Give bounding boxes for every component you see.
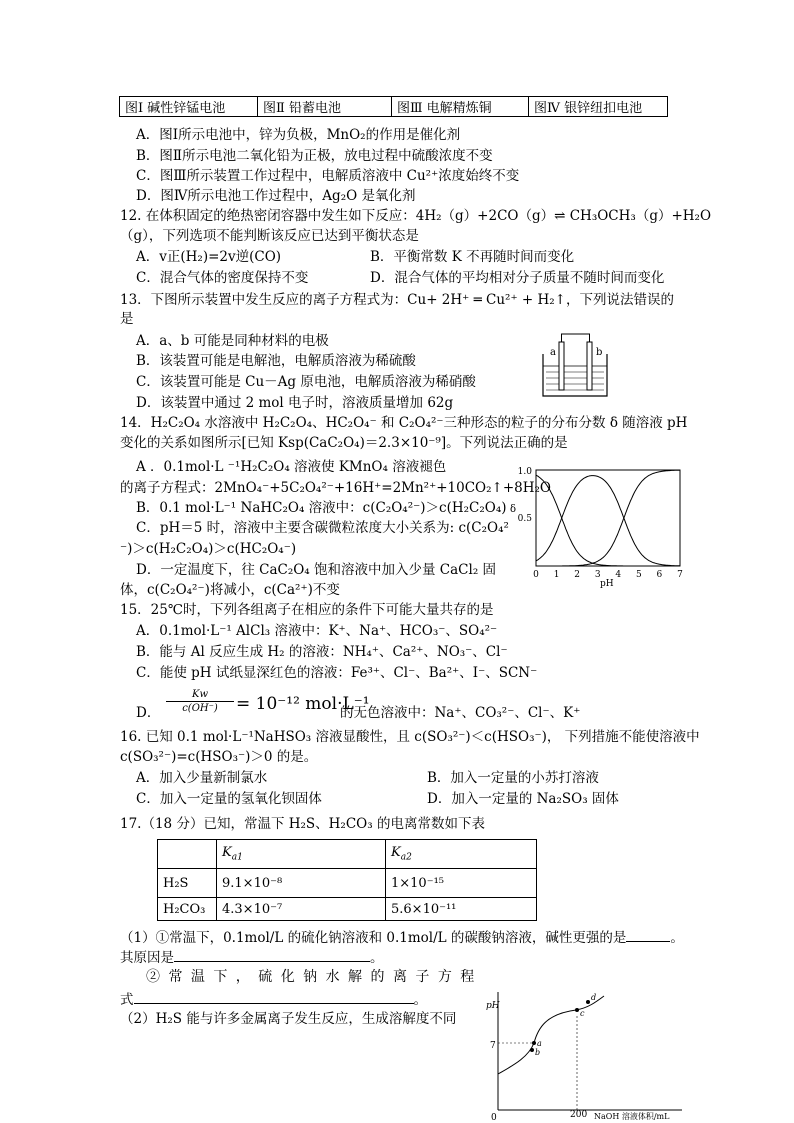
- q16-option-d: D．加入一定量的 Na₂SO₃ 固体: [427, 791, 619, 807]
- q17-point-a: [532, 1041, 536, 1045]
- table-cell: H₂S: [158, 869, 217, 898]
- table-cell: 4.3×10⁻⁷: [217, 898, 386, 921]
- q15-option-c: C．能使 pH 试纸显深红色的溶液：Fe³⁺、Cl⁻、Ba²⁺、I⁻、SCN⁻: [136, 665, 538, 681]
- q11-option-c: C．图Ⅲ所示装置工作过程中，电解质溶液中 Cu²⁺浓度始终不变: [136, 168, 520, 184]
- q16-option-b: B．加入一定量的小苏打溶液: [427, 770, 599, 786]
- q17-titration-chart: [484, 986, 702, 1122]
- q15-option-b: B．能与 Al 反应生成 H₂ 的溶液：NH₄⁺、Ca²⁺、NO₃⁻、Cl⁻: [136, 644, 508, 660]
- q14-xtick-3: 3: [594, 570, 601, 580]
- q16-stem-line1: 16. 已知 0.1 mol·L⁻¹NaHSO₃ 溶液显酸性，且 c(SO₃²⁻)＜c(HSO₃⁻)， 下列措施不能使溶液中: [120, 729, 700, 745]
- q14-xtick-6: 6: [656, 570, 663, 580]
- figure-label-4: 图Ⅳ 银锌纽扣电池: [529, 97, 668, 117]
- table-row: [158, 898, 537, 921]
- table-cell: 1×10⁻¹⁵: [386, 869, 537, 898]
- answer-blank-hydrolysis-equation[interactable]: [134, 989, 414, 1004]
- q13-option-a: A．a、b 可能是同种材料的电极: [136, 333, 329, 349]
- q13-stem-line2: 是: [120, 311, 134, 327]
- figure-label-table: [119, 96, 668, 117]
- q17-xtick-200: 200: [570, 1110, 588, 1120]
- q11-option-b: B．图Ⅱ所示电池二氧化铅为正极，放电过程中硫酸浓度不变: [136, 148, 493, 164]
- q17-part1-equation-label: 式: [120, 992, 134, 1008]
- q14-option-b: B．0.1 mol·L⁻¹ NaHC₂O₄ 溶液中：c(C₂O₄²⁻)＞c(H₂C₂O₄): [136, 500, 507, 516]
- q11-option-a: A．图Ⅰ所示电池中，锌为负极，MnO₂的作用是催化剂: [136, 127, 461, 143]
- answer-blank-stronger-base[interactable]: [626, 927, 670, 942]
- q15-option-d-suffix: 的无色溶液中：Na⁺、CO₃²⁻、Cl⁻、K⁺: [340, 705, 581, 721]
- punctuation: 。: [370, 950, 384, 966]
- q12-option-a: A．v正(H₂)=2v逆(CO): [136, 249, 282, 265]
- figure-label-3: 图Ⅲ 电解精炼铜: [392, 97, 529, 117]
- table-header-cell: [158, 840, 217, 869]
- q14-option-c-line2: ⁻)＞c(H₂C₂O₄)＞c(HC₂O₄⁻): [120, 541, 297, 557]
- q14-xtick-0: 0: [533, 570, 539, 580]
- q12-option-b: B．平衡常数 K 不再随时间而变化: [370, 249, 575, 265]
- table-header-cell: $K_{a1}$: [217, 840, 386, 869]
- q15-fraction-denominator: c(OH⁻): [182, 703, 218, 714]
- q12-stem-line1: 12. 在体积固定的绝热密闭容器中发生如下反应：4H₂（g）+2CO（g）⇌ CH₃OCH₃（g）+H₂O: [120, 208, 712, 224]
- q13-apparatus-diagram: [537, 330, 613, 402]
- q17-part1-line4: [120, 989, 427, 1009]
- q17-point-d-label: d: [591, 993, 597, 1002]
- punctuation: 。: [670, 930, 684, 946]
- q16-option-c: C．加入一定量的氢氧化钡固体: [136, 791, 322, 807]
- q12-stem-line2: （g），下列选项不能判断该反应已达到平衡状态是: [120, 228, 419, 244]
- q14-xtick-5: 5: [636, 570, 642, 580]
- q12-option-c: C．混合气体的密度保持不变: [136, 270, 309, 286]
- q11-option-d: D．图Ⅳ所示电池工作过程中，Ag₂O 是氧化剂: [136, 188, 416, 204]
- answer-blank-reason[interactable]: [174, 947, 370, 962]
- figure-label-1: 图Ⅰ 碱性锌锰电池: [120, 97, 258, 117]
- q16-stem-line2: c(SO₃²⁻)=c(HSO₃⁻)＞0 的是。: [120, 749, 318, 765]
- table-header-cell: $K_{a2}$: [386, 840, 537, 869]
- ionization-constants-table: [157, 839, 537, 921]
- q14-xtick-2: 2: [574, 570, 580, 580]
- q17-stem: 17.（18 分）已知，常温下 H₂S、H₂CO₃ 的电离常数如下表: [120, 816, 485, 832]
- q14-xtick-1: 1: [553, 570, 560, 580]
- q17-part1-line1: [120, 927, 684, 947]
- q17-xlabel: NaOH 溶液体积/mL: [594, 1112, 670, 1121]
- q17-part2: （2）H₂S 能与许多金属离子发生反应，生成溶解度不同: [120, 1011, 457, 1027]
- q14-xtick-7: 7: [677, 570, 683, 580]
- q13-option-c: C．该装置可能是 Cu－Ag 原电池，电解质溶液为稀硝酸: [136, 374, 476, 390]
- q14-xlabel: pH: [600, 579, 614, 588]
- q15-option-a: A．0.1mol·L⁻¹ AlCl₃ 溶液中：K⁺、Na⁺、HCO₃⁻、SO₄²⁻: [136, 623, 498, 639]
- q13-electrode-b-label: b: [596, 347, 603, 358]
- table-cell: H₂CO₃: [158, 898, 217, 921]
- q15-stem: 15．25℃时，下列各组离子在相应的条件下可能大量共存的是: [120, 602, 494, 618]
- q17-ylabel: pH: [486, 1001, 500, 1011]
- table-header-row: [158, 840, 537, 869]
- q12-option-d: D．混合气体的平均相对分子质量不随时间而变化: [370, 270, 665, 286]
- q13-electrode-a-label: a: [550, 347, 556, 358]
- q14-ytick-05: 0.5: [517, 514, 532, 524]
- q15-option-d-equation: = 10⁻¹² mol·L⁻¹: [236, 694, 370, 714]
- q17-point-d: [586, 1000, 590, 1004]
- q17-ytick-7: 7: [490, 1041, 496, 1051]
- table-cell: 9.1×10⁻⁸: [217, 869, 386, 898]
- q17-part1-question: （1）①常温下，0.1mol/L 的硫化钠溶液和 0.1mol/L 的碳酸钠溶液，碱性更强的是: [120, 930, 627, 946]
- table-cell: 5.6×10⁻¹¹: [386, 898, 537, 921]
- table-row: [158, 869, 537, 898]
- q17-part1-reason-label: 其原因是: [120, 950, 174, 966]
- q14-stem-line2: 变化的关系如图所示[已知 Ksp(CaC₂O₄)＝2.3×10⁻⁹]。下列说法正确的是: [120, 435, 568, 451]
- q17-point-c: [575, 1008, 579, 1012]
- q14-option-a-line1: A ．0.1mol·L ⁻¹H₂C₂O₄ 溶液使 KMnO₄ 溶液褪色: [136, 459, 447, 475]
- q14-stem-line1: 14．H₂C₂O₄ 水溶液中 H₂C₂O₄、HC₂O₄⁻ 和 C₂O₄²⁻三种形态的粒子的分布分数 δ 随溶液 pH: [120, 415, 688, 431]
- q13-option-b: B．该装置可能是电解池，电解质溶液为稀硫酸: [136, 353, 416, 369]
- q14-ylabel: δ: [510, 504, 517, 515]
- q17-point-b: [530, 1048, 534, 1052]
- q17-part1-line2: [120, 947, 384, 967]
- q14-option-a-line2: 的离子方程式：2MnO₄⁻+5C₂O₄²⁻+16H⁺=2Mn²⁺+10CO₂↑+8H₂O: [120, 480, 551, 496]
- q16-option-a: A．加入少量新制氯水: [136, 770, 268, 786]
- q13-stem-line1: 13．下图所示装置中发生反应的离子方程式为：Cu+ 2H⁺ ═ Cu²⁺ + H₂↑，下列说法错误的: [120, 292, 674, 308]
- q14-ytick-1: 1.0: [517, 467, 532, 477]
- q14-option-d-line2: 体，c(C₂O₄²⁻)将减小，c(Ca²⁺)不变: [120, 582, 340, 598]
- q17-origin: 0: [491, 1113, 497, 1122]
- q17-part1-hydrolysis-prompt: ② 常 温 下 ， 硫 化 钠 水 解 的 离 子 方 程: [146, 969, 477, 985]
- q14-option-c-line1: C．pH＝5 时，溶液中主要含碳微粒浓度大小关系为: c(C₂O₄²: [136, 520, 509, 536]
- q14-option-d-line1: D．一定温度下，往 CaC₂O₄ 饱和溶液中加入少量 CaCl₂ 固: [136, 562, 497, 578]
- q15-option-d-prefix: D．: [136, 705, 161, 721]
- q14-xtick-4: 4: [615, 570, 622, 580]
- q15-option-d-fraction: [166, 688, 234, 715]
- q14-distribution-chart: [506, 462, 688, 588]
- figure-label-2: 图Ⅱ 铅蓄电池: [258, 97, 392, 117]
- punctuation: 。: [413, 992, 427, 1008]
- q17-ph-curve: [498, 996, 604, 1074]
- q13-option-d: D．该装置中通过 2 mol 电子时，溶液质量增加 62g: [136, 395, 454, 411]
- q17-point-a-label: a: [537, 1039, 542, 1048]
- q17-point-c-label: c: [580, 1009, 585, 1018]
- q17-point-b-label: b: [535, 1048, 541, 1057]
- q15-fraction-numerator: Kw: [166, 688, 234, 702]
